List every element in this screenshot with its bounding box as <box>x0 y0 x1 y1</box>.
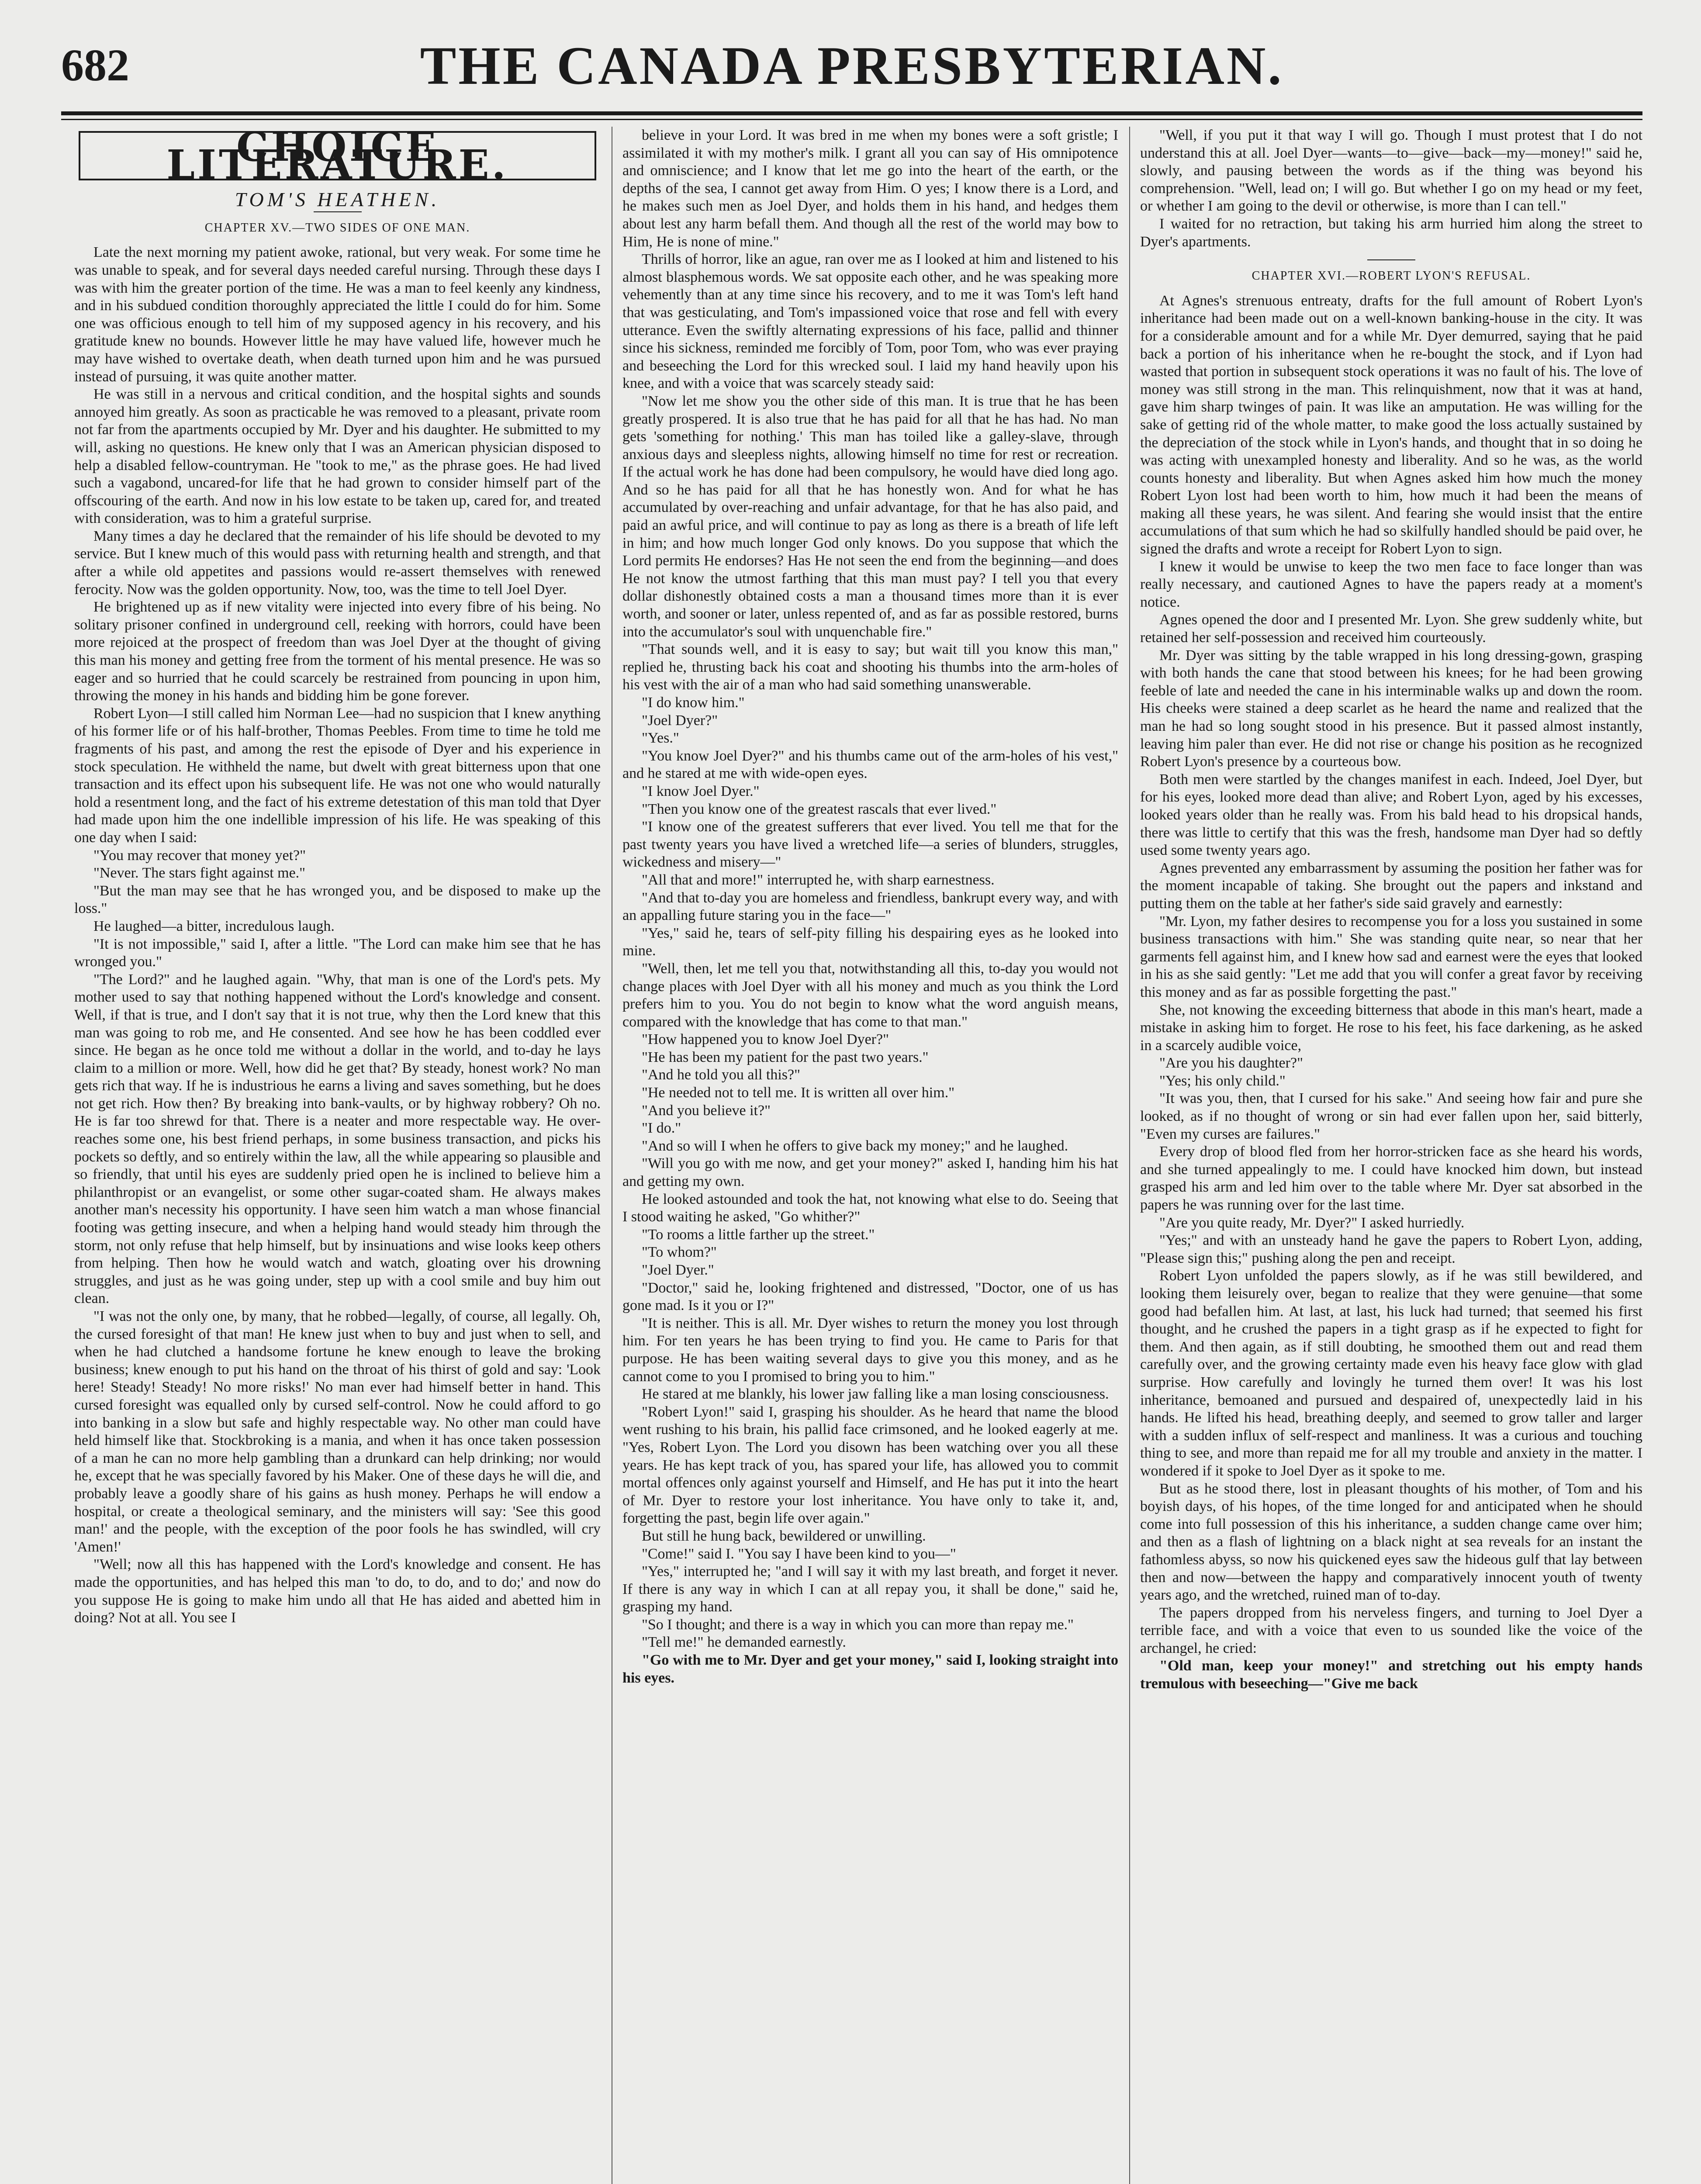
paragraph: "I was not the only one, by many, that he robbed—legally, of course, all legally. Oh, the cursed foresight of that man! He knew just when to buy and just when to sell, and when he had clutched a handsome fortune he knew enough to leave the broking business; knew enough to put his hand on the throat of his thirst of gold and say: 'Look here! Steady! Steady! No more risks!' No man ever had himself better in hand. This cursed foresight was equalled only by cursed self-control. Now he could afford to go into banking in a slow but safe and highly respectable way. No other man could have held himself like that. Stockbroking is a mania, and when it has once taken possession of a man he can no more help gambling than a drunkard can help drinking; nor would he, except that he was specially favored by his Maker. One of these days he will die, and probably leave a goodly share of his gains as hush money. Perhaps he will endow a hospital, or create a theological seminary, and the ministers will say: 'See this good man!' and the people, with the exception of the poor fools he has swindled, will cry 'Amen!' <box>74 1308 601 1555</box>
paragraph: "You may recover that money yet?" <box>93 847 306 864</box>
paragraph: At Agnes's strenuous entreaty, drafts for the full amount of Robert Lyon's inheritance had been made out on a well-known banking-house in the city. It was for a considerable amount and for a while Mr. Dyer demurred, saying that he paid back a portion of his inheritance when he re-bought the stock, and if Lyon had wasted that portion in subsequent stock operations it was no fault of his. The love of money was still strong in the man. This relinquishment, now that it was at hand, gave him sharp twinges of pain. It was like an amputation. He was willing for the sake of getting rid of the whole matter, to make good the loss actually sustained by the depreciation of the stock while in Lyon's hands, and thought that in so doing he was acting with unexampled honesty and liberality. And so he was, as the world counts honesty and liberality. But when Agnes asked him how much the money Robert Lyon lost had been worth to him, how much it had been the means of making all these years, he was silent. And fearing she would insist that the entire accumulations of that sum which he had so skilfully handled should be paid over, he signed the drafts and wrote a receipt for Robert Lyon to sign. <box>1140 292 1642 557</box>
chapter-heading: CHAPTER XV.—TWO SIDES OF ONE MAN. <box>204 221 470 235</box>
column-2-body <box>622 127 1118 1687</box>
paragraph: "Tell me!" he demanded earnestly. <box>642 1634 846 1651</box>
paragraph: "Will you go with me now, and get your money?" asked I, handing him his hat and getting my own. <box>622 1155 1118 1190</box>
paragraph: "Yes." <box>642 730 679 746</box>
text-column-2 <box>622 127 1118 2184</box>
story-title: TOM'S HEATHEN. <box>235 188 440 211</box>
paragraph: The papers dropped from his nerveless fingers, and turning to Joel Dyer a terrible face, and with a voice that even to us sounded like the voice of the archangel, he cried: <box>1140 1604 1642 1656</box>
paragraph: "Yes," said he, tears of self-pity filling his despairing eyes as he looked into mine. <box>622 925 1118 959</box>
title-rule <box>314 211 362 212</box>
paragraph: But still he hung back, bewildered or unwilling. <box>642 1527 926 1544</box>
page-number: 682 <box>61 40 129 90</box>
paragraph: "I do." <box>642 1120 681 1137</box>
section-banner <box>79 127 596 188</box>
paragraph: Every drop of blood fled from her horror-stricken face as she heard his words, and she turned appealingly to me. I could have knocked him down, but instead grasped his arm and led him over to the table where Mr. Dyer sat absorbed in the papers he was running over for the last time. <box>1140 1144 1642 1213</box>
paragraph: "Come!" said I. "You say I have been kind to you—" <box>642 1545 956 1562</box>
paragraph: "Well, if you put it that way I will go. Though I must protest that I do not understand this at all. Joel Dyer—wants—to—give—back—my—money!" said he, slowly, and pausing between the words as if the thing was beyond his comprehension. "Well, lead on; I will go. But whether I go on my head or my feet, or whether I am going to the devil or otherwise, is more than I can tell." <box>1140 127 1642 214</box>
paragraph: "He has been my patient for the past two years." <box>642 1049 929 1065</box>
paragraph: He was still in a nervous and critical condition, and the hospital sights and sounds annoyed him greatly. As soon as practicable he was removed to a pleasant, private room not far from the apartments occupied by Mr. Dyer and his daughter. He submitted to my will, asking no questions. He knew only that I was an American physician disposed to help a disabled fellow-countryman. He "took to me," as the phrase goes. He had lived such a vagabond, uncared-for life that he had grown to consider himself part of the offscouring of the earth. And now in his low estate to be taken up, cared for, and treated with consideration, was to him a grateful surprise. <box>74 386 601 527</box>
paragraph: "Well; now all this has happened with the Lord's knowledge and consent. He has made the opportunities, and has helped this man 'to do, to do, and to do;' and now do you suppose He is going to make him undo all that He has aided and abetted him in doing? Not at all. You see I <box>74 1556 601 1626</box>
paragraph: "And he told you all this?" <box>642 1067 800 1083</box>
paragraph: "To whom?" <box>642 1244 717 1261</box>
chapter-rule <box>1367 259 1415 260</box>
paragraph: "So I thought; and there is a way in which you can more than repay me." <box>642 1616 1074 1633</box>
paragraph: I knew it would be unwise to keep the two men face to face longer than was really necessary, and cautioned Agnes to have the papers ready at a moment's notice. <box>1140 558 1642 610</box>
paragraph: "I know Joel Dyer." <box>642 783 760 799</box>
paragraph: "And you believe it?" <box>642 1102 771 1119</box>
paragraph: Agnes opened the door and I presented Mr. Lyon. She grew suddenly white, but retained her self-possession and received him courteously. <box>1140 612 1642 646</box>
newspaper-title: THE CANADA PRESBYTERIAN. <box>420 36 1284 96</box>
paragraph: "Now let me show you the other side of this man. It is true that he has been greatly prospered. It is also true that he has paid for all that he has had. No man gets 'something for nothing.' This man has toiled like a galley-slave, through anxious days and sleepless nights, allowing himself no time for rest or recreation. If the actual work he has done had been compulsory, he would have died long ago. And so he has paid for all that he has honestly won. And for what he has accumulated by over-reaching and unfair advantage, for that he has also paid, and paid an awful price, and will continue to pay as long as there is a breath of life left in him; and how much longer God only knows. Do you suppose that which the Lord permits He endorses? Has He not seen the end from the beginning—and does He not know the utmost farthing that this man must pay? I tell you that every dollar dishonestly obtained costs a man a thousand times more than it is ever worth, and sooner or later, unless repented of, and as far as possible restored, burns into the accumulator's soul with unquenchable fire." <box>622 393 1118 640</box>
paragraph: But as he stood there, lost in pleasant thoughts of his mother, of Tom and his boyish days, of his hopes, of the time longed for and anticipated when he should come into full possession of this his inheritance, a sudden change came over him; and then as a flash of lightning on a black night at sea reveals for an instant the fathomless abyss, so now his quickened eyes saw the hideous gulf that lay between then and now—between the happy and comparatively innocent youth of twenty years ago, and the wretched, ruined man of to-day. <box>1140 1480 1642 1603</box>
text-column-1 <box>74 127 601 2184</box>
column-3-body-a <box>1140 127 1642 251</box>
column-1-body <box>74 244 601 1627</box>
paragraph: "Mr. Lyon, my father desires to recompense you for a loss you sustained in some business transactions with him." She was standing quite near, so near that her garments fell against him, and I knew how sad and earnest were the eyes that looked in his as she said gently: "Let me add that you will confer a great favor by receiving this money and as far as possible forgetting the past." <box>1140 913 1642 1000</box>
column-3-body-b <box>1140 292 1642 1693</box>
page-header <box>61 31 1642 105</box>
paragraph: "How happened you to know Joel Dyer?" <box>642 1031 889 1048</box>
paragraph: "You know Joel Dyer?" and his thumbs came out of the arm-holes of his vest," and he stared at me with wide-open eyes. <box>622 747 1118 782</box>
paragraph: Agnes prevented any embarrassment by assuming the position her father was for the moment incapable of taking. She brought out the papers and inkstand and putting them on the table at her father's side said gravely and earnestly: <box>1140 860 1642 912</box>
paragraph: "Never. The stars fight against me." <box>93 865 306 881</box>
paragraph: "It is neither. This is all. Mr. Dyer wishes to return the money you lost through him. For ten years he has been trying to find you. He came to Paris for that purpose. He has been waiting several days to give you this money, and as he cannot come to you I promised to bring you to him." <box>622 1315 1118 1385</box>
chapter-heading: CHAPTER XVI.—ROBERT LYON'S REFUSAL. <box>1252 269 1531 283</box>
paragraph: "To rooms a little farther up the street." <box>642 1226 875 1243</box>
section-title: CHOICE LITERATURE. <box>166 127 508 188</box>
paragraph: "But the man may see that he has wronged you, and be disposed to make up the loss." <box>74 882 601 917</box>
paragraph: "Yes; his only child." <box>1159 1072 1286 1089</box>
paragraph: Mr. Dyer was sitting by the table wrapped in his long dressing-gown, grasping with both hands the cane that stood between his knees; for he had been growing feeble of late and needed the cane in his interminable walks up and down the room. His cheeks were stained a deep scarlet as he heard the name and realized that the man he had so long sought stood in his presence. But it passed almost instantly, leaving him paler than ever. He did not rise or change his position as he recognized Robert Lyon's presence by a courteous bow. <box>1140 647 1642 770</box>
paragraph: "The Lord?" and he laughed again. "Why, that man is one of the Lord's pets. My mother used to say that nothing happened without the Lord's knowledge and consent. Well, if that is true, and I don't say that it is not true, why then the Lord knew that this man was going to rob me, and He consented. And see how he has been coddled ever since. He began as he once told me without a dollar in the world, and to-day he lays claim to a million or more. Well, how did he get that? By steady, honest work? No man gets rich that way. If he is industrious he earns a living and saves something, but he does not get rich. How then? By breaking into bank-vaults, or by highway robbery? Oh no. He is far too shrewd for that. There is a neater and more respectable way. He over-reaches some one, his best friend perhaps, in some business transaction, and picks his pockets so deftly, and so entirely within the law, all the while appearing so plausible and so friendly, that until his eyes are suddenly pried open he is inclined to believe him a philanthropist or an evangelist, or some other sugar-coated sham. He always makes another man's necessity his opportunity. I have seen him watch a man whose financial footing was getting insecure, and when a helping hand would steady him through the storm, not only refuse that help himself, but by insinuations and wise looks keep others from helping. Then how he would watch and watch, gloating over his drowning struggles, and just as he was going under, step up with a cool smile and buy him out clean. <box>74 971 601 1307</box>
text-column-3 <box>1140 127 1642 2184</box>
paragraph: She, not knowing the exceeding bitterness that abode in this man's heart, made a mistake in asking him to forget. He rose to his feet, his face darkening, as he asked in a scarcely audible voice, <box>1140 1002 1642 1054</box>
paragraph: "Are you his daughter?" <box>1159 1055 1303 1071</box>
paragraph: "Then you know one of the greatest rascals that ever lived." <box>642 801 997 817</box>
paragraph: "And that to-day you are homeless and friendless, bankrupt every way, and with an appalling future staring you in the face—" <box>622 889 1118 924</box>
paragraph: "Doctor," said he, looking frightened and distressed, "Doctor, one of us has gone mad. Is it you or I?" <box>622 1279 1118 1314</box>
paragraph: "All that and more!" interrupted he, with sharp earnestness. <box>642 871 995 888</box>
paragraph: He stared at me blankly, his lower jaw falling like a man losing consciousness. <box>642 1386 1109 1403</box>
paragraph: "It is not impossible," said I, after a little. "The Lord can make him see that he has wronged you." <box>74 936 601 970</box>
header-rule-thick <box>61 111 1642 115</box>
header-rule-thin <box>61 119 1642 120</box>
paragraph: He laughed—a bitter, incredulous laugh. <box>93 918 335 934</box>
paragraph: Many times a day he declared that the remainder of his life should be devoted to my service. But I knew much of this would pass with returning health and strength, and that after a while old appetites and passions would re-assert themselves with renewed ferocity. Now was the golden opportunity. Now, too, was the time to tell Joel Dyer. <box>74 528 601 598</box>
paragraph: He looked astounded and took the hat, not knowing what else to do. Seeing that I stood waiting he asked, "Go whither?" <box>622 1191 1118 1225</box>
paragraph: Robert Lyon unfolded the papers slowly, as if he was still bewildered, and looking them leisurely over, began to realize that they were genuine—that some good had befallen him. At last, at last, his luck had turned; that seemed his first thought, and he crushed the papers in a tight grasp as if he expected to fight for them. And then again, as if still doubting, he smoothed them out and read them carefully over, and the growing certainty made even his heavy face glow with glad surprise. How carefully and lovingly he turned them over! It was his lost inheritance, bemoaned and pursued and despaired of, unexpectedly laid in his hands. He lifted his head, breathing deeply, and seemed to grow taller and larger with a sudden influx of self-respect and manliness. It was a curious and touching thing to see, and more than repaid me for all my trouble and anxiety in the matter. I wondered if it spoke to Joel Dyer as it spoke to me. <box>1140 1268 1642 1479</box>
paragraph: I waited for no retraction, but taking his arm hurried him along the street to Dyer's apartments. <box>1140 215 1642 250</box>
paragraph: "Joel Dyer." <box>642 1262 714 1278</box>
paragraph: believe in your Lord. It was bred in me when my bones were a soft gristle; I assimilated it with my mother's milk. I grant all you can say of His omnipotence and omniscience; and I know that let me go into the heart of the earth, or the depths of the sea, I cannot get away from Him. O yes; I know there is a Lord, and he makes such men as Joel Dyer, and holds them in his hand, and hedges them about lest any harm befall them. And though all the rest of the world may bow to Him, He is none of mine." <box>622 127 1118 250</box>
paragraph: "Yes;" and with an unsteady hand he gave the papers to Robert Lyon, adding, "Please sign this;" pushing along the pen and receipt. <box>1140 1232 1642 1266</box>
paragraph: "That sounds well, and it is easy to say; but wait till you know this man," replied he, thrusting back his coat and shooting his thumbs into the arm-holes of his vest with the air of a man who had said something unanswerable. <box>622 641 1118 693</box>
paragraph: "I do know him." <box>642 695 745 711</box>
paragraph: Both men were startled by the changes manifest in each. Indeed, Joel Dyer, but for his eyes, looked more dead than alive; and Robert Lyon, aged by his excesses, looked years older than he really was. From his bald head to his dropsical hands, there was little to certify that this was the fresh, handsome man Dyer had so deftly used some twenty years ago. <box>1140 771 1642 859</box>
paragraph: "Old man, keep your money!" and stretching out his empty hands tremulous with beseeching—"Give me back <box>1140 1658 1642 1692</box>
paragraph: "Well, then, let me tell you that, notwithstanding all this, to-day you would not change places with Joel Dyer with all his money and much as you think the Lord prefers him to you. You do not begin to know what the word anguish means, compared with the knowledge that has come to that man." <box>622 960 1118 1030</box>
column-divider <box>1129 127 1130 2184</box>
paragraph: "And so will I when he offers to give back my money;" and he laughed. <box>642 1137 1068 1154</box>
paragraph: "Joel Dyer?" <box>642 712 718 729</box>
paragraph: Late the next morning my patient awoke, rational, but very weak. For some time he was unable to speak, and for several days needed careful nursing. Through these days I was with him the greater portion of the time. He was a man to feel keenly any kindness, and in his subdued condition thoroughly appreciated the little I could do for him. Some one was officious enough to tell him of my supposed agency in his recovery, and his gratitude knew no bounds. However little he may have valued life, however much he may have wished to overtake death, when death turned upon him and he was pursued instead of pursuing, it was quite another matter. <box>74 244 601 385</box>
paragraph: "Robert Lyon!" said I, grasping his shoulder. As he heard that name the blood went rushing to his brain, his pallid face crimsoned, and he looked eagerly at me. "Yes, Robert Lyon. The Lord you disown has been watching over you all these years. He has kept track of you, has spared your life, has allowed you to commit mortal offences only against yourself and Himself, and He has put it into the heart of Mr. Dyer to restore your lost inheritance. You have only to take it, and, forgetting the past, begin life over again." <box>622 1403 1118 1527</box>
paragraph: He brightened up as if new vitality were injected into every fibre of his being. No solitary prisoner confined in underground cell, reeking with horrors, could have been more rejoiced at the prospect of freedom than was Joel Dyer at the thought of giving this man his money and getting free from the torment of his mental presence. He was so eager and so hurried that he could scarcely be restrained from pouncing in upon him, throwing the money in his hands and bidding him be gone forever. <box>74 599 601 704</box>
paragraph: "Are you quite ready, Mr. Dyer?" I asked hurriedly. <box>1159 1214 1465 1231</box>
paragraph: "Go with me to Mr. Dyer and get your money," said I, looking straight into his eyes. <box>622 1652 1118 1686</box>
paragraph: "He needed not to tell me. It is written all over him." <box>642 1085 955 1101</box>
paragraph: Thrills of horror, like an ague, ran over me as I looked at him and listened to his almost blasphemous words. We sat opposite each other, and he was speaking more vehemently than at any time since his recovery, and to me it was Tom's left hand that was gesticulating, and Tom's impassioned voice that rose and fell with every utterance. Even the swiftly alternating expressions of his face, pallid and thinner since his sickness, reminded me forcibly of Tom, poor Tom, who was ever praying and beseeching the Lord for this wrecked soul. I laid my hand heavily upon his knee, and with a voice that was scarcely steady said: <box>622 251 1118 392</box>
paragraph: "Yes," interrupted he; "and I will say it with my last breath, and forget it never. If there is any way in which I can at all repay you, it shall be done," said he, grasping my hand. <box>622 1563 1118 1615</box>
paragraph: Robert Lyon—I still called him Norman Lee—had no suspicion that I knew anything of his former life or of his half-brother, Thomas Peebles. From time to time he told me fragments of his past, and among the rest the episode of Dyer and his experience in stock speculation. He withheld the name, but dwelt with great bitterness upon that one transaction and its effect upon his subsequent life. He was not one who would naturally hold a resentment long, and the fact of his extreme detestation of this man told that Dyer had made upon him the one indellible impression of his life. He was speaking of this one day when I said: <box>74 705 601 846</box>
paragraph: "It was you, then, that I cursed for his sake." And seeing how fair and pure she looked, as if no thought of wrong or sin had ever fallen upon her, said bitterly, "Even my curses are failures." <box>1140 1090 1642 1142</box>
paragraph: "I know one of the greatest sufferers that ever lived. You tell me that for the past twenty years you have lived a wretched life—a series of blunders, struggles, wickedness and misery—" <box>622 819 1118 871</box>
